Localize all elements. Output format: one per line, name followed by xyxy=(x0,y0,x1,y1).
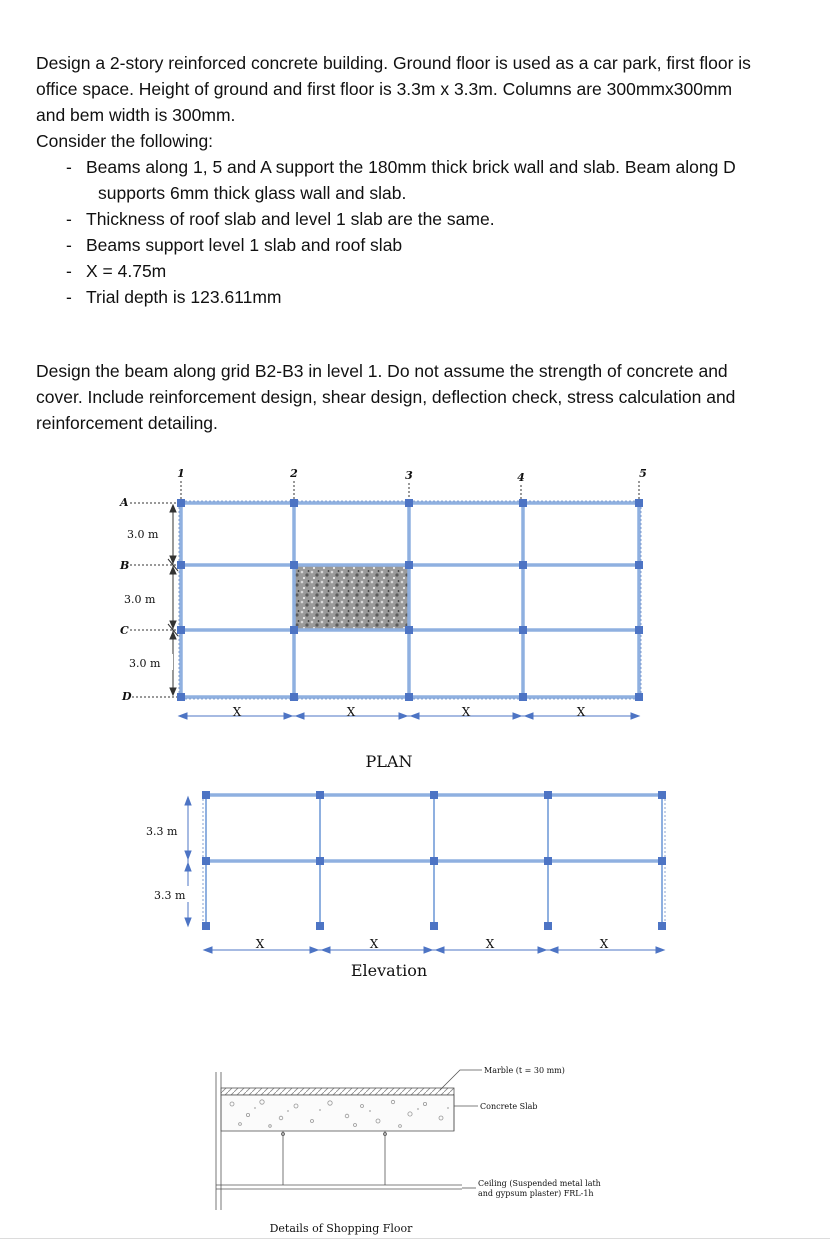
plan-bay-3: X xyxy=(461,705,471,719)
elevation-bay-2: X xyxy=(369,937,379,951)
detail-label-ceiling-1: Ceiling (Suspended metal lath xyxy=(478,1179,601,1188)
bullet-trial-depth: - Trial depth is 123.611mm xyxy=(36,284,826,310)
plan-col-label-3: 3 xyxy=(405,469,413,482)
detail-label-slab: Concrete Slab xyxy=(480,1102,538,1111)
bullet-x-value: - X = 4.75m xyxy=(36,258,826,284)
plan-bay-1: X xyxy=(232,705,242,719)
plan-bay-4: X xyxy=(576,705,586,719)
plan-dim-bc: 3.0 m xyxy=(124,593,156,606)
plan-col-label-1: 1 xyxy=(177,467,185,480)
detail-label-ceiling-2: and gypsum plaster) FRL-1h xyxy=(478,1189,594,1198)
detail-concrete-slab xyxy=(221,1095,454,1131)
elevation-bay-1: X xyxy=(255,937,265,951)
plan-row-label-a: A xyxy=(120,496,129,509)
plan-beams xyxy=(181,503,639,697)
plan-title: PLAN xyxy=(365,752,413,771)
plan-col-label-2: 2 xyxy=(290,467,298,480)
task-line-1: Design the beam along grid B2-B3 in level 1. Do not assume the strength of concrete and xyxy=(36,361,728,381)
task-line-2: cover. Include reinforcement design, shear design, deflection check, stress calculation and xyxy=(36,387,736,407)
plan-drawing xyxy=(119,467,647,771)
elevation-drawing xyxy=(144,791,666,980)
detail-label-marble: Marble (t = 30 mm) xyxy=(484,1066,565,1075)
task-line-3: reinforcement detailing. xyxy=(36,413,218,433)
intro-line-3: and bem width is 300mm. xyxy=(36,105,236,125)
bullet-slab-thickness: - Thickness of roof slab and level 1 slab are the same. xyxy=(36,206,826,232)
plan-col-label-4: 4 xyxy=(517,471,525,484)
elevation-dim-ground: 3.3 m xyxy=(146,825,178,838)
bullet-walls-line2: supports 6mm thick glass wall and slab. xyxy=(98,183,407,203)
detail-title: Details of Shopping Floor xyxy=(269,1222,413,1235)
elevation-dim-first: 3.3 m xyxy=(154,889,186,902)
plan-row-label-c: C xyxy=(120,624,129,637)
detail-marble-layer xyxy=(221,1088,454,1095)
floor-detail-drawing xyxy=(216,1066,601,1235)
elevation-bay-3: X xyxy=(485,937,495,951)
plan-bay-2: X xyxy=(346,705,356,719)
elevation-bay-4: X xyxy=(599,937,609,951)
plan-row-label-d: D xyxy=(122,690,132,703)
bullet-beams-support: - Beams support level 1 slab and roof slab xyxy=(36,232,826,258)
page-bottom-rule xyxy=(0,1238,830,1239)
intro-line-2: office space. Height of ground and first floor is 3.3m x 3.3m. Columns are 300mmx300mm xyxy=(36,79,733,99)
elevation-title: Elevation xyxy=(350,961,428,980)
plan-col-label-5: 5 xyxy=(639,467,647,480)
plan-dim-cd: 3.0 m xyxy=(129,657,161,670)
plan-dim-ab: 3.0 m xyxy=(127,528,159,541)
plan-row-label-b: B xyxy=(120,559,130,572)
plan-opening xyxy=(294,565,409,630)
consider-heading: Consider the following: xyxy=(36,131,214,151)
intro-line-1: Design a 2-story reinforced concrete building. Ground floor is used as a car park, first floor is xyxy=(36,53,751,73)
bullet-walls-line1: Beams along 1, 5 and A support the 180mm thick brick wall and slab. Beam along D xyxy=(86,157,736,177)
